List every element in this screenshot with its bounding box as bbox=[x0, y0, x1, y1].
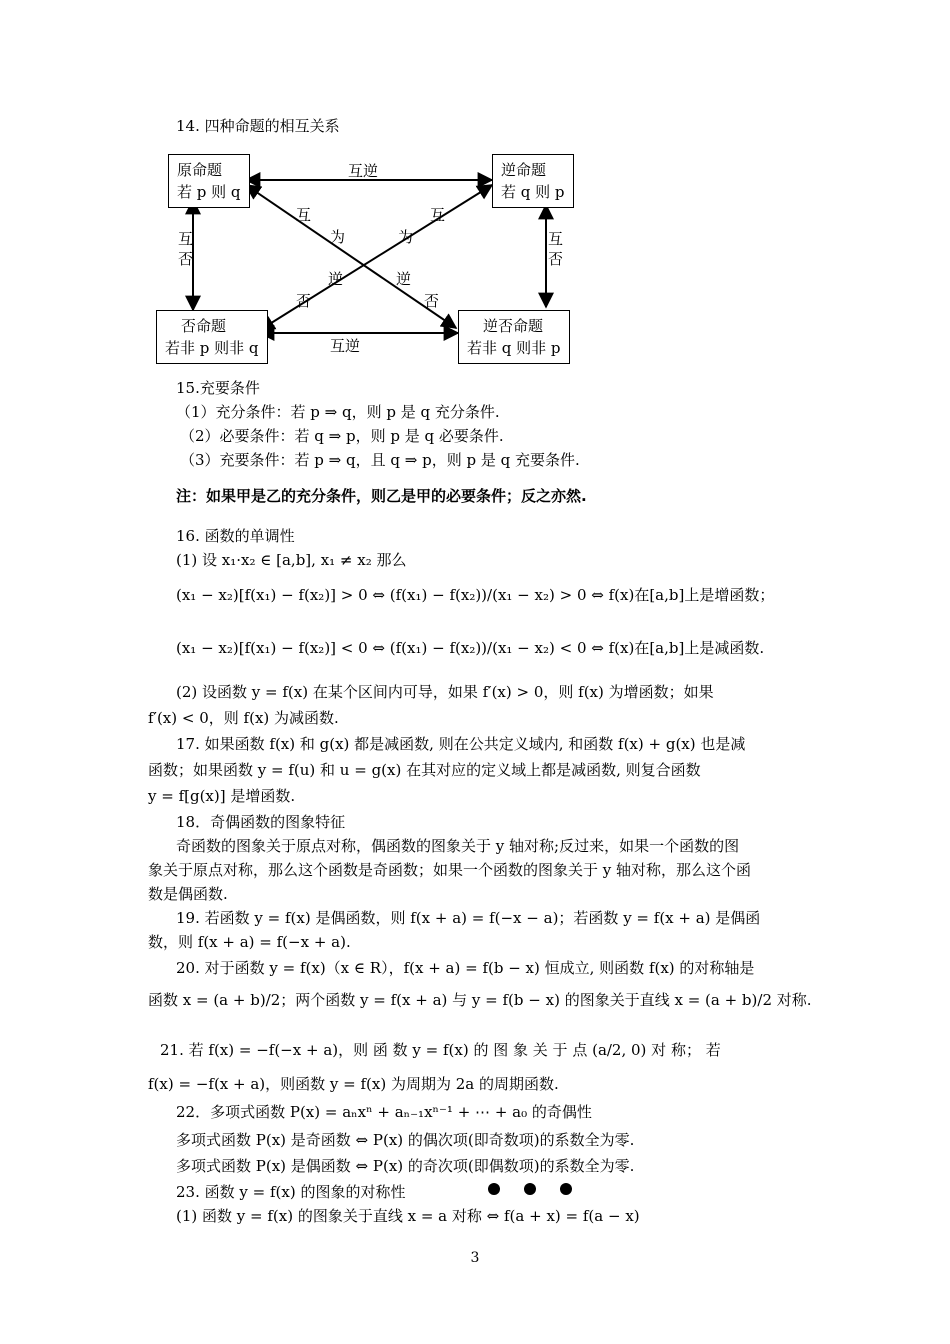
label-right-1: 互 bbox=[548, 230, 564, 248]
box-converse-proposition bbox=[492, 154, 574, 208]
text-line: y = f[g(x)] 是增函数. bbox=[148, 787, 296, 805]
text-line: 函数 x = (a + b)/2；两个函数 y = f(x + a) 与 y = f(b − x) 的图象关于直线 x = (a + b)/2 对称. bbox=[148, 991, 812, 1009]
diag-arrow-2 bbox=[260, 185, 492, 330]
formula-decreasing: (x₁ − x₂)[f(x₁) − f(x₂)] < 0 ⇔ (f(x₁) − f(x₂))/(x₁ − x₂) < 0 ⇔ f(x)在[a,b]上是减函数. bbox=[176, 639, 765, 657]
dot-1 bbox=[488, 1183, 500, 1195]
label-diag1-4: 否 bbox=[296, 292, 312, 310]
text-line: 数，则 f(x + a) = f(−x + a). bbox=[148, 933, 351, 951]
section-20-line1: 20. 对于函数 y = f(x)（x ∈ R），f(x + a) = f(b − x) 恒成立, 则函数 f(x) 的对称轴是 bbox=[176, 959, 755, 977]
section-22-title: 22．多项式函数 P(x) = aₙxⁿ + aₙ₋₁xⁿ⁻¹ + ⋯ + a₀ 的奇偶性 bbox=[176, 1103, 592, 1121]
text-line: 多项式函数 P(x) 是偶函数 ⇔ P(x) 的奇次项(即偶数项)的系数全为零. bbox=[176, 1157, 635, 1175]
label-diag1-1: 互 bbox=[296, 206, 312, 224]
box-contrapositive-content: 若非 q 则非 p bbox=[467, 339, 561, 357]
dots-decoration bbox=[488, 1183, 572, 1195]
text-line: （1）充分条件：若 p ⇒ q，则 p 是 q 充分条件. bbox=[176, 403, 500, 421]
label-left-2: 否 bbox=[178, 250, 194, 268]
note-line: 注：如果甲是乙的充分条件，则乙是甲的必要条件；反之亦然. bbox=[176, 487, 587, 505]
text-line: 函数；如果函数 y = f(u) 和 u = g(x) 在其对应的定义域上都是减函数, 则复合函数 bbox=[148, 761, 701, 779]
box-converse-content: 若 q 则 p bbox=[501, 183, 565, 201]
box-contrapositive-proposition bbox=[458, 310, 570, 364]
label-left-1: 互 bbox=[178, 230, 194, 248]
text-line: (1) 函数 y = f(x) 的图象关于直线 x = a 对称 ⇔ f(a + x) = f(a − x) bbox=[176, 1207, 640, 1225]
label-diag2-3: 逆 bbox=[396, 270, 412, 288]
text-line: (1) 设 x₁·x₂ ∈ [a,b], x₁ ≠ x₂ 那么 bbox=[176, 551, 407, 569]
dot-2 bbox=[524, 1183, 536, 1195]
label-diag2-4: 否 bbox=[424, 292, 440, 310]
text-line: 象关于原点对称，那么这个函数是奇函数；如果一个函数的图象关于 y 轴对称，那么这个函 bbox=[148, 861, 752, 879]
section-18-title: 18．奇偶函数的图象特征 bbox=[176, 813, 346, 831]
text-line: (2) 设函数 y = f(x) 在某个区间内可导，如果 f′(x) > 0，则 f(x) 为增函数；如果 bbox=[176, 683, 714, 701]
section-15-title: 15.充要条件 bbox=[176, 379, 260, 397]
label-right-2: 否 bbox=[548, 250, 564, 268]
text-line: （3）充要条件：若 p ⇒ q，且 q ⇒ p，则 p 是 q 充要条件. bbox=[180, 451, 580, 469]
label-diag2-1: 互 bbox=[430, 206, 446, 224]
dot-3 bbox=[560, 1183, 572, 1195]
section-21-line1: 21. 若 f(x) = −f(−x + a)，则 函 数 y = f(x) 的 图 象 关 于 点 (a/2, 0) 对 称； 若 bbox=[160, 1041, 721, 1059]
box-original-proposition bbox=[168, 154, 250, 208]
section-23-title: 23. 函数 y = f(x) 的图象的对称性 bbox=[176, 1183, 406, 1201]
label-top-converse: 互逆 bbox=[348, 162, 379, 180]
box-contrapositive-title: 逆否命题 bbox=[483, 317, 544, 335]
section-14-title: 14. 四种命题的相互关系 bbox=[176, 117, 340, 135]
text-line: f′(x) < 0，则 f(x) 为减函数. bbox=[148, 709, 339, 727]
box-inverse-content: 若非 p 则非 q bbox=[165, 339, 259, 357]
box-original-title: 原命题 bbox=[177, 161, 223, 179]
text-line: 奇函数的图象关于原点对称，偶函数的图象关于 y 轴对称;反过来，如果一个函数的图 bbox=[176, 837, 740, 855]
section-16-title: 16. 函数的单调性 bbox=[176, 527, 295, 545]
box-converse-title: 逆命题 bbox=[501, 161, 547, 179]
section-19-line1: 19. 若函数 y = f(x) 是偶函数，则 f(x + a) = f(−x − a)；若函数 y = f(x + a) 是偶函 bbox=[176, 909, 761, 927]
text-line: 数是偶函数. bbox=[148, 885, 228, 903]
label-diag2-2: 为 bbox=[398, 228, 414, 246]
text-line: f(x) = −f(x + a)，则函数 y = f(x) 为周期为 2a 的周期函数. bbox=[148, 1075, 559, 1093]
formula-increasing: (x₁ − x₂)[f(x₁) − f(x₂)] > 0 ⇔ (f(x₁) − f(x₂))/(x₁ − x₂) > 0 ⇔ f(x)在[a,b]上是增函数； bbox=[176, 586, 775, 604]
label-diag1-3: 逆 bbox=[328, 270, 344, 288]
box-inverse-proposition bbox=[156, 310, 268, 364]
text-line: （2）必要条件：若 q ⇒ p，则 p 是 q 必要条件. bbox=[180, 427, 504, 445]
box-original-content: 若 p 则 q bbox=[177, 183, 241, 201]
label-bottom-converse: 互逆 bbox=[330, 337, 361, 355]
label-diag1-2: 为 bbox=[330, 228, 346, 246]
text-line: 多项式函数 P(x) 是奇函数 ⇔ P(x) 的偶次项(即奇数项)的系数全为零. bbox=[176, 1131, 635, 1149]
page-number: 3 bbox=[470, 1250, 480, 1266]
section-17-line1: 17. 如果函数 f(x) 和 g(x) 都是减函数, 则在公共定义域内, 和函数 f(x) + g(x) 也是减 bbox=[176, 735, 746, 753]
box-inverse-title: 否命题 bbox=[181, 317, 227, 335]
